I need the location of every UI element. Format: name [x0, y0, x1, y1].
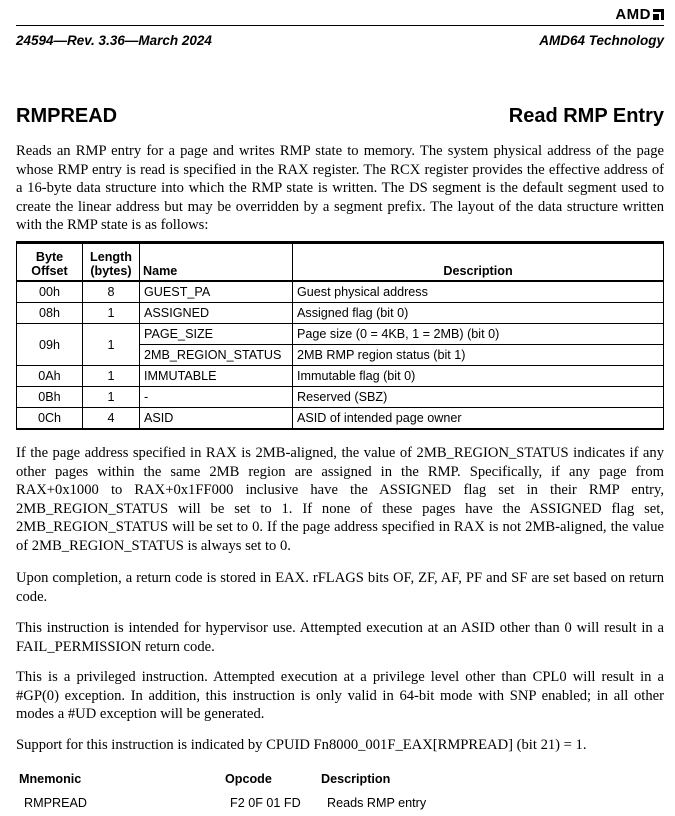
cell-name: GUEST_PA — [140, 281, 293, 303]
table-row — [17, 387, 664, 408]
cell-length: 1 — [83, 324, 140, 366]
cell-description: Reserved (SBZ) — [293, 387, 664, 408]
cell-description: Guest physical address — [293, 281, 664, 303]
cpuid-paragraph: Support for this instruction is indicated by CPUID Fn8000_001F_EAX[RMPREAD] (bit 21) = 1. — [16, 737, 587, 753]
cell-description: 2MB RMP region status (bit 1) — [293, 345, 664, 366]
table-row — [17, 303, 664, 324]
cell-length: 4 — [83, 408, 140, 430]
amd-arrow-icon — [653, 9, 664, 20]
privilege-paragraph: This is a privileged instruction. Attempted execution at a privilege level other than CPL0 will result in a #GP(0) exception. In addition, this instruction is only valid in 64-bit mode with SNP enabled; in all other modes a #UD exception will be generated. — [16, 669, 664, 722]
cell-offset: 00h — [17, 281, 83, 303]
header-length: Length (bytes) — [83, 243, 140, 282]
cell-name: IMMUTABLE — [140, 366, 293, 387]
instruction-mnemonic-title: RMPREAD — [16, 105, 118, 127]
cell-offset: 0Bh — [17, 387, 83, 408]
opcode-header-description: Description — [321, 772, 391, 786]
cell-length: 1 — [83, 366, 140, 387]
cell-name: - — [140, 387, 293, 408]
table-header-row — [17, 243, 664, 282]
cell-length: 8 — [83, 281, 140, 303]
cell-offset: 0Ch — [17, 408, 83, 430]
instruction-heading: Read RMP Entry — [508, 105, 664, 127]
cell-description: Immutable flag (bit 0) — [293, 366, 664, 387]
cell-description: ASID of intended page owner — [293, 408, 664, 430]
cell-name: PAGE_SIZE — [140, 324, 293, 345]
header-byte-offset: Byte Offset — [17, 243, 83, 282]
hypervisor-paragraph: This instruction is intended for hypervisor use. Attempted execution at an ASID other than 0 will result in a FAIL_PERMISSION return code. — [16, 620, 664, 655]
cell-name: 2MB_REGION_STATUS — [140, 345, 293, 366]
header-name: Name — [140, 243, 293, 282]
cell-name: ASID — [140, 408, 293, 430]
intro-paragraph: Reads an RMP entry for a page and writes RMP state to memory. The system physical address of the page whose RMP entry is read is specified in the RAX register. The RCX register provides the effective address of a 16-byte data structure into which the RMP state is written. The DS segment is the default segment used to create the linear address but may be overridden by a segment prefix. The layout of the data structure written with the RMP state is as follows: — [16, 143, 664, 233]
opcode-description: Reads RMP entry — [327, 796, 427, 810]
cell-offset: 08h — [17, 303, 83, 324]
header-description: Description — [293, 243, 664, 282]
header-rule — [16, 25, 664, 26]
document-id: 24594—Rev. 3.36—March 2024 — [16, 33, 212, 48]
table-row — [17, 366, 664, 387]
return-code-paragraph: Upon completion, a return code is stored in EAX. rFLAGS bits OF, ZF, AF, PF and SF are set based on return code. — [16, 570, 664, 605]
region-status-paragraph: If the page address specified in RAX is 2MB-aligned, the value of 2MB_REGION_STATUS indicates if any other pages within the same 2MB region are assigned in the RMP. Specifically, if any page from RAX+0x1000 to RAX+0x1FF000 inclusive have the ASSIGNED flag set in their RMP entry, 2MB_REGION_STATUS will be set to 1. If none of these pages have the ASSIGNED flag set, 2MB_REGION_STATUS will be set to 0. If the page address specified in RAX is not 2MB-aligned, the value of 2MB_REGION_STATUS is always set to 0. — [16, 445, 664, 554]
opcode-value: F2 0F 01 FD — [230, 796, 301, 810]
opcode-header-mnemonic: Mnemonic — [19, 772, 82, 786]
table-row — [17, 408, 664, 430]
opcode-mnemonic: RMPREAD — [24, 796, 87, 810]
cell-offset: 09h — [17, 324, 83, 366]
amd-logo-text: AMD — [615, 6, 651, 23]
opcode-header-opcode: Opcode — [225, 772, 272, 786]
table-row — [17, 324, 664, 345]
cell-description: Page size (0 = 4KB, 1 = 2MB) (bit 0) — [293, 324, 664, 345]
cell-offset: 0Ah — [17, 366, 83, 387]
cell-description: Assigned flag (bit 0) — [293, 303, 664, 324]
amd-logo — [615, 6, 664, 23]
cell-length: 1 — [83, 303, 140, 324]
cell-name: ASSIGNED — [140, 303, 293, 324]
table-row — [17, 281, 664, 303]
cell-length: 1 — [83, 387, 140, 408]
document-title: AMD64 Technology — [539, 33, 664, 48]
rmp-layout-table — [16, 241, 664, 430]
